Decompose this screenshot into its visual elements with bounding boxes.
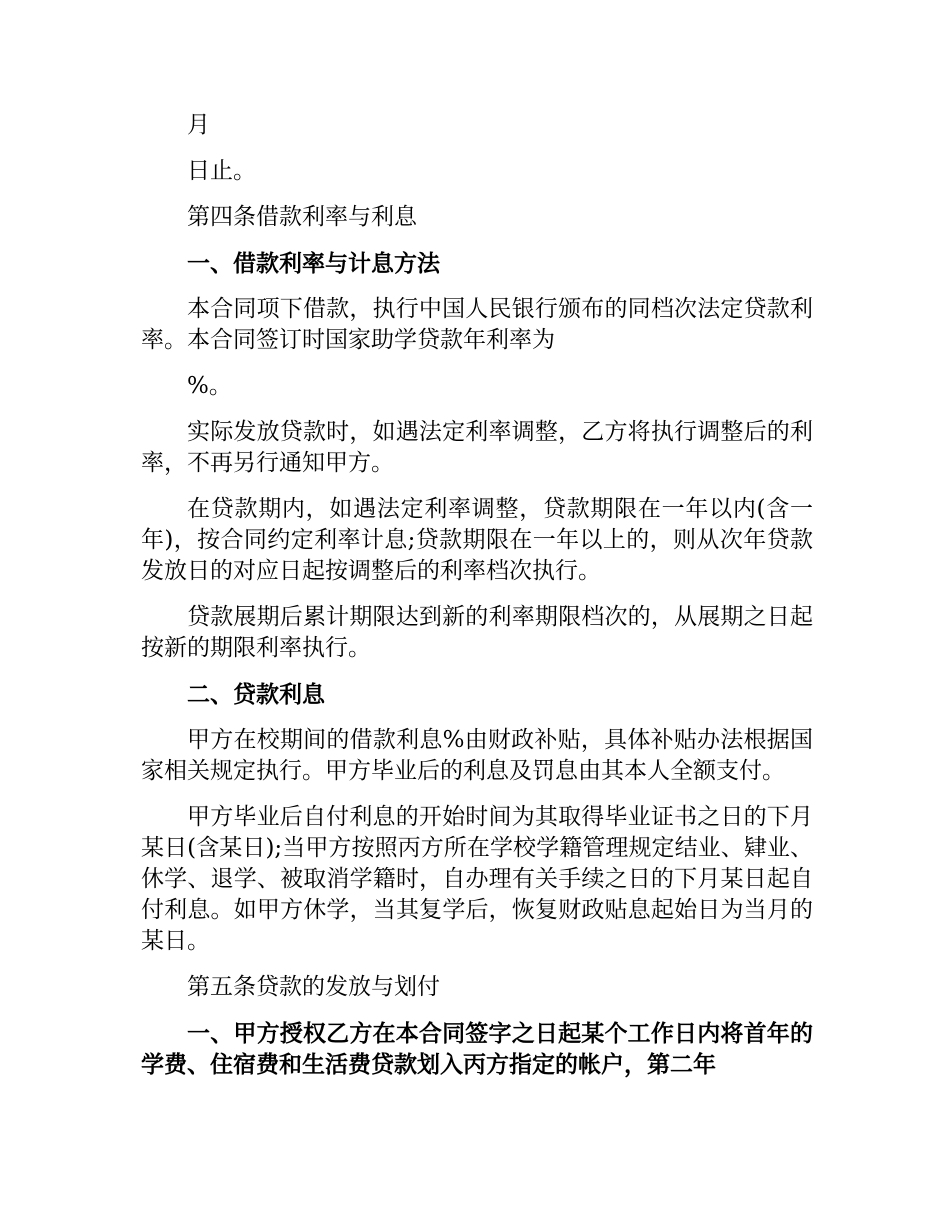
article-4-heading: 第四条借款利率与利息	[187, 204, 417, 230]
paragraph-disbursement: 一、甲方授权乙方在本合同签字之日起某个工作日内将首年的学费、住宿费和生活费贷款划入丙方指定的帐户，第二年	[141, 1020, 813, 1078]
paragraph-percent: %。	[187, 373, 232, 399]
paragraph-loan-period-rate: 在贷款期内，如遇法定利率调整，贷款期限在一年以内(含一年)，按合同约定利率计息;贷款期限在一年以上的，则从次年贷款发放日的对应日起按调整后的利率档次执行。	[141, 496, 813, 584]
article-5-heading: 第五条贷款的发放与划付	[187, 974, 440, 1000]
paragraph-extension-rate: 贷款展期后累计期限达到新的利率期限档次的，从展期之日起按新的期限利率执行。	[141, 604, 813, 661]
paragraph-rate-adjustment: 实际发放贷款时，如遇法定利率调整，乙方将执行调整后的利率，不再另行通知甲方。	[141, 419, 813, 476]
document-body	[141, 110, 813, 1095]
paragraph-day-end: 日止。	[187, 158, 256, 184]
paragraph-month: 月	[187, 112, 210, 138]
paragraph-subsidy: 甲方在校期间的借款利息%由财政补贴，具体补贴办法根据国家相关规定执行。甲方毕业后的利息及罚息由其本人全额支付。	[141, 727, 813, 784]
section-loan-interest-heading: 二、贷款利息	[187, 681, 325, 708]
paragraph-self-paid-interest: 甲方毕业后自付利息的开始时间为其取得毕业证书之日的下月某日(含某日);当甲方按照丙方所在学校学籍管理规定结业、肄业、休学、退学、被取消学籍时，自办理有关手续之日的下月某日起自付利息。如甲方休学，当其复学后，恢复财政贴息起始日为当月的某日。	[141, 804, 813, 954]
section-interest-rate-heading: 一、借款利率与计息方法	[187, 250, 440, 277]
paragraph-legal-rate: 本合同项下借款，执行中国人民银行颁布的同档次法定贷款利率。本合同签订时国家助学贷款年利率为	[141, 296, 813, 353]
